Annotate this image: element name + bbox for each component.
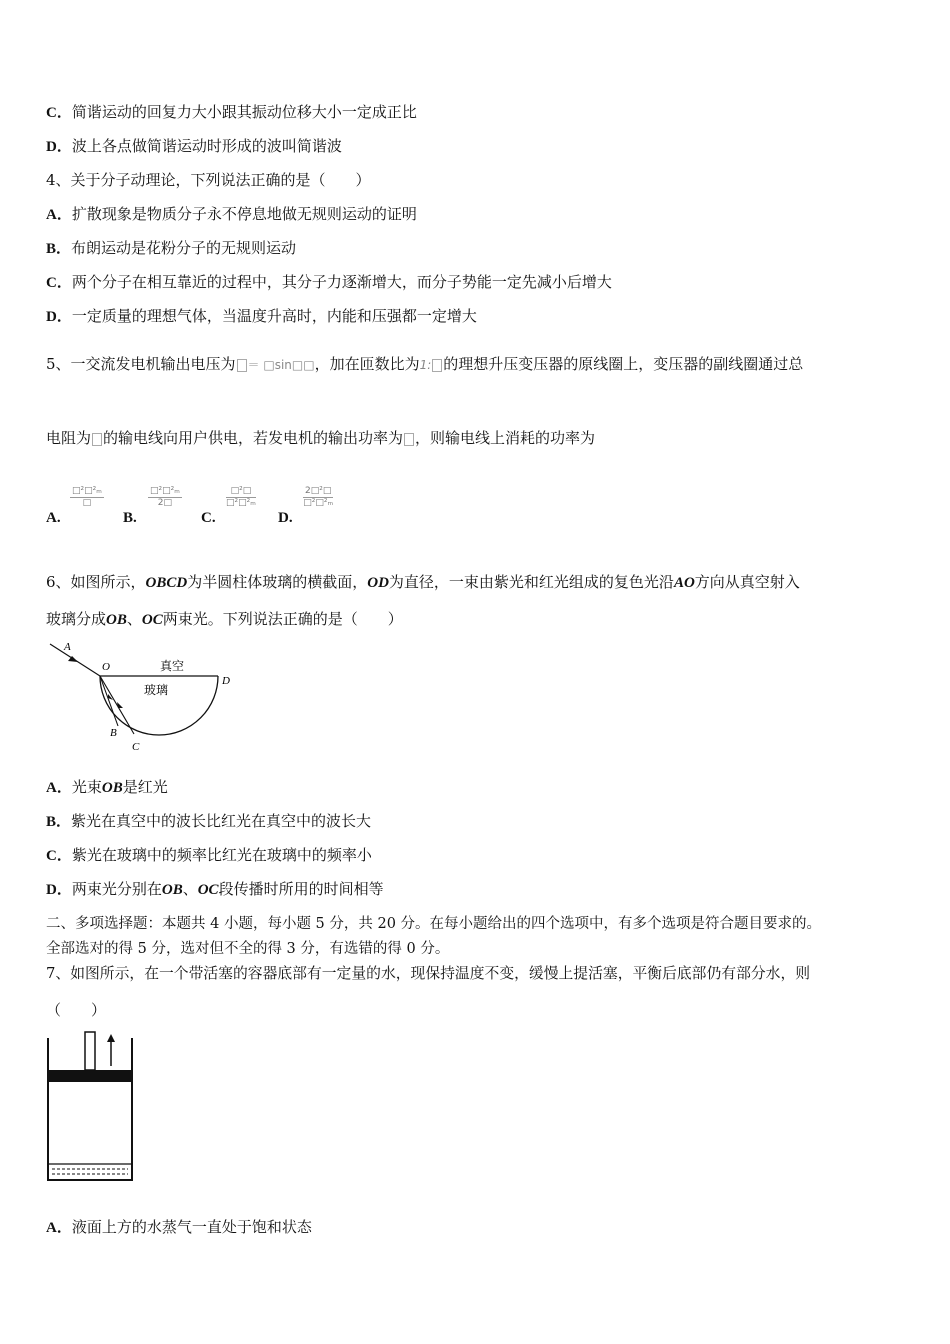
- q6-stem-line2: [46, 609, 403, 630]
- q6-oc: OC: [141, 612, 163, 628]
- q6-ob: OB: [106, 612, 127, 628]
- q6-option-d: [46, 879, 384, 900]
- q6-option-c: [46, 845, 372, 866]
- q4-option-a: [46, 204, 417, 225]
- option-letter: A．: [46, 1220, 72, 1236]
- q5-line2-part2: 的输电线向用户供电，若发电机的输出功率为: [103, 429, 404, 447]
- q5-option-c-letter: C.: [201, 510, 216, 526]
- formula-u: ＝ □: [247, 358, 275, 372]
- q5-stem-line1: [46, 354, 803, 375]
- fraction-denominator: □²□²ₘ: [226, 498, 256, 508]
- fraction-numerator: □²□: [226, 486, 256, 498]
- option-text-post: 段传播时所用的时间相等: [218, 880, 384, 898]
- q6-obcd: OBCD: [145, 575, 188, 591]
- option-letter: A．: [46, 207, 72, 223]
- q6-semicircle-figure: [40, 636, 250, 756]
- option-text: 波上各点做简谐运动时形成的波叫简谐波: [71, 137, 342, 155]
- q4-stem: 4、关于分子动理论，下列说法正确的是（ ）: [46, 171, 371, 189]
- placeholder-glyph: [92, 433, 102, 446]
- option-text: 两个分子在相互靠近的过程中，其分子力逐渐增大，而分子势能一定先减小后增大: [71, 273, 612, 291]
- q5-stem-line2: [46, 428, 595, 448]
- fraction-numerator: □²□²ₘ: [150, 486, 180, 496]
- fraction-denominator: □: [82, 498, 92, 508]
- q7-option-a: [46, 1217, 312, 1238]
- formula-sin: sin□□: [274, 358, 315, 372]
- q6-sep: 、: [126, 610, 142, 628]
- option-text-pre: 两束光分别在: [71, 880, 162, 898]
- placeholder-glyph: [432, 359, 442, 372]
- option-text: 液面上方的水蒸气一直处于饱和状态: [71, 1218, 312, 1236]
- fraction-denominator: 2□: [157, 498, 173, 508]
- q6-stem-part1: 6、如图所示，: [46, 573, 146, 591]
- piston: [48, 1070, 132, 1082]
- q5-option-b-letter: B.: [123, 510, 137, 526]
- option-letter: B．: [46, 241, 72, 257]
- ray-ob: [100, 676, 118, 726]
- q6-line2-part2: 两束光。下列说法正确的是（ ）: [162, 610, 403, 628]
- q7-stem: 7、如图所示，在一个带活塞的容器底部有一定量的水，现保持温度不变，缓慢上提活塞，平衡后底部仍有部分水，则: [46, 965, 811, 982]
- fraction-numerator: 2□²□: [305, 486, 332, 496]
- option-oc: OC: [197, 882, 219, 898]
- q6-stem-part3: 为直径，一束由紫光和红光组成的复色光沿: [388, 573, 674, 591]
- label-glass: 玻璃: [144, 683, 169, 697]
- q7-paren: （ ）: [46, 1001, 107, 1019]
- label-d: D: [222, 675, 230, 687]
- option-letter: B．: [46, 814, 72, 830]
- q3-option-c: [46, 102, 417, 123]
- option-text-post: 是红光: [122, 778, 168, 796]
- q5-option-a-letter: A.: [46, 510, 61, 526]
- q6-line2-part1: 玻璃分成: [46, 610, 107, 628]
- q5-option-c-fraction: [226, 486, 256, 509]
- option-letter: D．: [46, 882, 72, 898]
- q5-option-d-letter: D.: [278, 510, 293, 526]
- q5-stem-part2: ，加在匝数比为: [314, 355, 420, 373]
- placeholder-glyph: [404, 433, 414, 446]
- q3-option-d: [46, 136, 342, 157]
- piston-rod: [85, 1032, 95, 1070]
- q4-option-d: [46, 306, 477, 327]
- q6-option-b: [46, 811, 371, 832]
- section2-line2: 全部选对的得 5 分，选对但不全的得 3 分，有选错的得 0 分。: [46, 941, 450, 957]
- q6-stem-part4: 方向从真空射入: [694, 573, 800, 591]
- q5-line2-part1: 电阻为: [46, 429, 92, 447]
- q5-stem-part3: 的理想升压变压器的原线圈上，变压器的副线圈通过总: [443, 355, 804, 373]
- option-text: 扩散现象是物质分子永不停息地做无规则运动的证明: [71, 205, 417, 223]
- option-sep: 、: [182, 880, 198, 898]
- section2-line1: 二、多项选择题：本题共 4 小题，每小题 5 分，共 20 分。在每小题给出的四个选项中，有多个选项是符合题目要求的。: [46, 916, 822, 932]
- ray-oc-arrow: [117, 702, 123, 708]
- formula-ratio: 1:: [419, 358, 432, 372]
- label-c: C: [132, 741, 140, 753]
- option-text: 紫光在玻璃中的频率比红光在玻璃中的频率小: [71, 846, 372, 864]
- option-text: 简谐运动的回复力大小跟其振动位移大小一定成正比: [71, 103, 417, 121]
- q6-stem-part2: 为半圆柱体玻璃的横截面，: [187, 573, 368, 591]
- label-o: O: [102, 661, 110, 673]
- q5-stem-part1: 5、一交流发电机输出电压为: [46, 355, 236, 373]
- label-b: B: [110, 727, 117, 739]
- q5-option-b-fraction: [148, 486, 182, 509]
- option-text-pre: 光束: [71, 778, 102, 796]
- option-text: 布朗运动是花粉分子的无规则运动: [71, 239, 297, 257]
- ray-oc: [100, 676, 134, 734]
- q5-option-a-fraction: [70, 486, 104, 509]
- q7-container-figure: [40, 1028, 140, 1188]
- q6-stem-line1: [46, 572, 800, 593]
- q5-option-d-fraction: [303, 486, 333, 509]
- option-letter: C．: [46, 105, 72, 121]
- placeholder-glyph: [237, 359, 247, 372]
- option-ob: OB: [101, 780, 123, 796]
- fraction-numerator: □²□²ₘ: [72, 486, 102, 496]
- option-letter: A．: [46, 780, 72, 796]
- q4-option-b: [46, 238, 296, 259]
- q4-option-c: [46, 272, 612, 293]
- q6-option-a: [46, 777, 168, 798]
- option-letter: D．: [46, 309, 72, 325]
- arrow-up-icon: [107, 1034, 115, 1042]
- option-text: 一定质量的理想气体，当温度升高时，内能和压强都一定增大: [71, 307, 477, 325]
- q5-line2-part3: ，则输电线上消耗的功率为: [415, 429, 596, 447]
- q6-od: OD: [367, 575, 389, 591]
- option-letter: C．: [46, 275, 72, 291]
- label-vacuum: 真空: [160, 659, 185, 673]
- option-letter: C．: [46, 848, 72, 864]
- option-letter: D．: [46, 139, 72, 155]
- option-ob: OB: [161, 882, 183, 898]
- label-a: A: [64, 641, 71, 653]
- fraction-denominator: □²□²ₘ: [303, 498, 334, 508]
- q6-ao: AO: [673, 575, 695, 591]
- option-text: 紫光在真空中的波长比红光在真空中的波长大: [71, 812, 372, 830]
